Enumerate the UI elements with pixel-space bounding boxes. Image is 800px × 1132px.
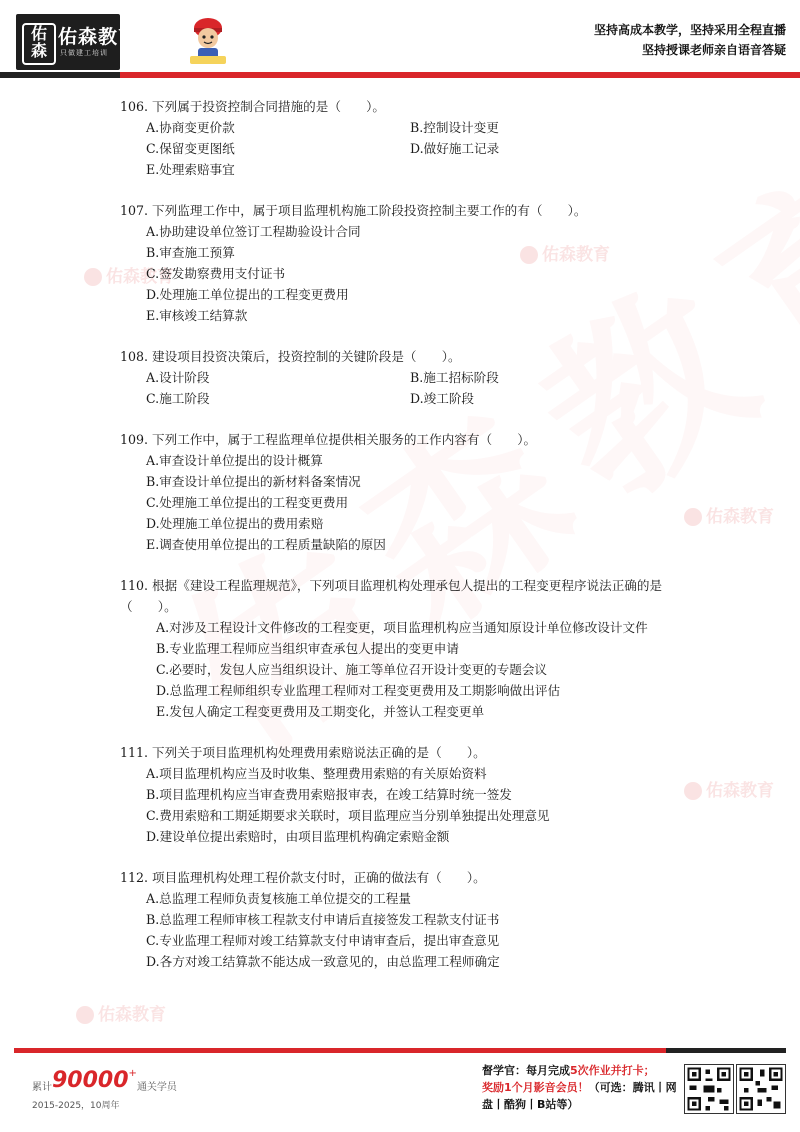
option-d: D.做好施工记录: [410, 141, 500, 156]
watermark: 佑森教育: [520, 240, 610, 265]
stat-prefix: 累计: [32, 1082, 52, 1093]
brand-name: 佑森教育: [58, 26, 139, 48]
option-d: D.处理施工单位提出的工程变更费用: [146, 287, 349, 302]
question-108: [120, 346, 690, 409]
brand-logo: [16, 14, 139, 70]
option-a: A.总监理工程师负责复核施工单位提交的工程量: [146, 891, 411, 906]
watermark: 佑森教育: [76, 1000, 166, 1025]
option-c: C.施工阶段: [146, 391, 210, 406]
option-c: C.费用索赔和工期延期要求关联时，项目监理应当分别单独提出处理意见: [146, 808, 550, 823]
question-112: [120, 867, 690, 972]
question-stem: 109. 下列工作中，属于工程监理单位提供相关服务的工作内容有（ ）。: [120, 432, 537, 447]
promo-text: 督学官：每月完成5次作业并打卡； 奖励1个月影音会员！（可选：腾讯丨网盘丨酷狗丨B站等）: [482, 1064, 677, 1111]
question-stem: 108. 建设项目投资决策后，投资控制的关键阶段是（ ）。: [120, 349, 461, 364]
option-c: C.必要时，发包人应当组织设计、施工等单位召开设计变更的专题会议: [156, 662, 548, 677]
question-106: [120, 96, 690, 180]
option-a: A.项目监理机构应当及时收集、整理费用索赔的有关原始资料: [146, 766, 487, 781]
page-header: [0, 0, 800, 78]
option-b: B.总监理工程师审核工程款支付申请后直接签发工程款支付证书: [146, 912, 500, 927]
option-a: A.设计阶段: [146, 370, 210, 385]
option-b: B.审查施工预算: [146, 245, 235, 260]
question-110: [120, 575, 690, 722]
slogan-line-2: 坚持授课老师亲自语音答疑: [641, 43, 786, 57]
qr-code-icon: [736, 1064, 786, 1114]
question-107: [120, 200, 690, 326]
brand-slogan: 只做建工培训: [60, 49, 108, 57]
question-stem: 112. 项目监理机构处理工程价款支付时，正确的做法有（ ）。: [120, 870, 486, 885]
header-divider: [0, 72, 800, 78]
option-e: E.处理索赔事宜: [146, 162, 235, 177]
option-b: B.施工招标阶段: [410, 370, 499, 385]
option-a: A.协助建设单位签订工程勘验设计合同: [146, 224, 361, 239]
question-stem: 111. 下列关于项目监理机构处理费用索赔说法正确的是（ ）。: [120, 745, 486, 760]
option-e: E.调查使用单位提出的工程质量缺陷的原因: [146, 537, 386, 552]
student-count: [32, 1068, 177, 1093]
question-stem: 110. 根据《建设工程监理规范》，下列项目监理机构处理承包人提出的工程变更程序说法正确的是（ ）。: [120, 578, 663, 614]
question-stem: 107. 下列监理工作中，属于项目监理机构施工阶段投资控制主要工作的有（ ）。: [120, 203, 587, 218]
question-list: [120, 96, 690, 992]
stat-number: 90000: [52, 1068, 129, 1093]
option-d: D.竣工阶段: [410, 391, 475, 406]
slogan-line-1: 坚持高成本教学，坚持采用全程直播: [593, 23, 786, 37]
brand-seal-icon: 佑森: [22, 23, 56, 65]
stat-suffix: 通关学员: [136, 1082, 177, 1093]
option-a: A.协商变更价款: [146, 120, 235, 135]
option-c: C.签发勘察费用支付证书: [146, 266, 286, 281]
option-d: D.总监理工程师组织专业监理工程师对工程变更费用及工期影响做出评估: [156, 683, 561, 698]
option-b: B.项目监理机构应当审查费用索赔报审表，在竣工结算时统一签发: [146, 787, 512, 802]
watermark: 佑森教育: [684, 502, 774, 527]
anniversary-years: 2015-2025，10周年: [32, 1101, 120, 1111]
question-stem: 106. 下列属于投资控制合同措施的是（ ）。: [120, 99, 386, 114]
option-b: B.控制设计变更: [410, 120, 499, 135]
mascot-icon: [186, 16, 230, 68]
option-d: D.各方对竣工结算款不能达成一致意见的，由总监理工程师确定: [146, 954, 500, 969]
header-slogans: [594, 20, 786, 60]
watermark: 佑森教育: [684, 776, 774, 801]
option-e: E.发包人确定工程变更费用及工期变化，并签认工程变更单: [156, 704, 485, 719]
question-111: [120, 742, 690, 847]
option-c: C.保留变更图纸: [146, 141, 235, 156]
question-109: [120, 429, 690, 555]
option-b: B.审查设计单位提出的新材料备案情况: [146, 474, 361, 489]
option-c: C.处理施工单位提出的工程变更费用: [146, 495, 349, 510]
option-d: D.建设单位提出索赔时，由项目监理机构确定索赔金额: [146, 829, 450, 844]
footer-divider: [14, 1048, 786, 1053]
option-d: D.处理施工单位提出的费用索赔: [146, 516, 324, 531]
option-a: A.对涉及工程设计文件修改的工程变更，项目监理机构应当通知原设计单位修改设计文件: [156, 620, 648, 635]
option-c: C.专业监理工程师对竣工结算款支付申请审查后，提出审查意见: [146, 933, 500, 948]
qr-code-icon: [684, 1064, 734, 1114]
option-b: B.专业监理工程师应当组织审查承包人提出的变更申请: [156, 641, 459, 656]
stat-plus: +: [128, 1068, 137, 1079]
option-a: A.审查设计单位提出的设计概算: [146, 453, 323, 468]
watermark: 佑森教育: [84, 262, 174, 287]
option-e: E.审核竣工结算款: [146, 308, 248, 323]
